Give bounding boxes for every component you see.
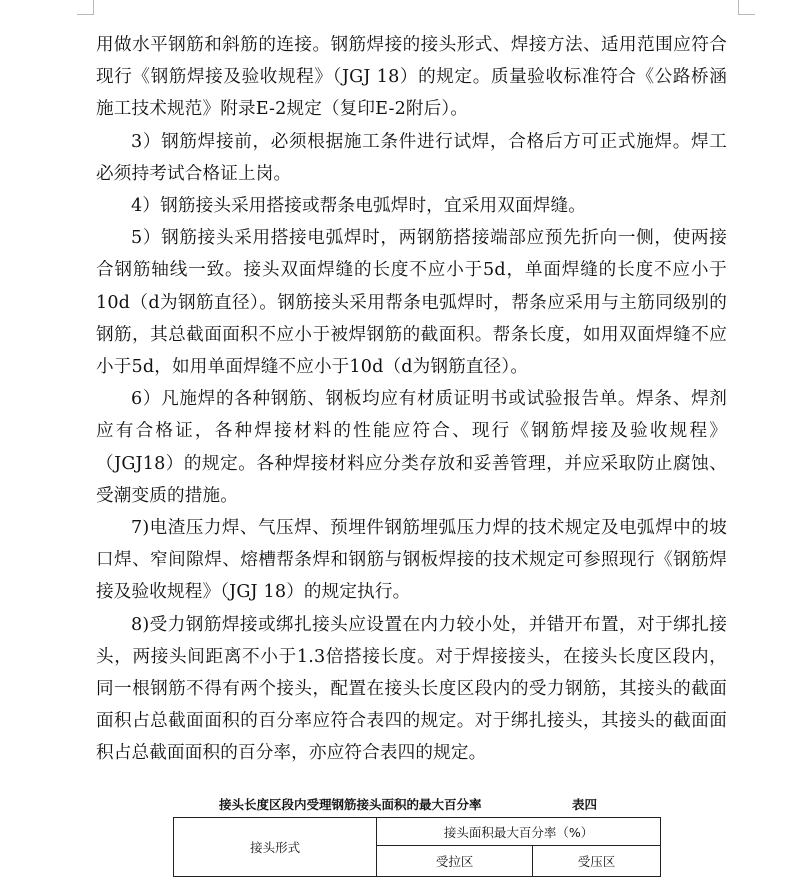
header-compression-zone: 受压区	[532, 846, 660, 877]
joint-percentage-table	[173, 817, 661, 877]
paragraph-continued: 用做水平钢筋和斜筋的连接。钢筋焊接的接头形式、焊接方法、适用范围应符合现行《钢筋焊接及验收规程》（JGJ 18）的规定。质量验收标准符合《公路桥涵施工技术规范》附录E-2规定（复印E-2附后）。	[96, 35, 727, 120]
paragraph-item-3: 3）钢筋焊接前，必须根据施工条件进行试焊，合格后方可正式施焊。焊工必须持考试合格证上岗。	[96, 131, 727, 184]
paragraph-item-5: 5）钢筋接头采用搭接电弧焊时，两钢筋搭接端部应预先折向一侧，使两接合钢筋轴线一致。接头双面焊缝的长度不应小于5d，单面焊缝的长度不应小于10d（d为钢筋直径）。钢筋接头采用帮条电弧焊时，帮条应采用与主筋同级别的钢筋，其总截面面积不应小于被焊钢筋的截面积。帮条长度，如用双面焊缝不应小于5d，如用单面焊缝不应小于10d（d为钢筋直径）。	[96, 228, 727, 378]
body-text	[96, 29, 727, 770]
table-caption-title: 接头长度区段内受理钢筋接头面积的最大百分率	[219, 797, 482, 812]
table-header-row	[174, 818, 661, 846]
page-corner-mark-right	[738, 0, 755, 15]
table-number: 表四	[572, 797, 598, 812]
header-tension-zone: 受拉区	[377, 846, 533, 877]
header-max-percentage: 接头面积最大百分率（%）	[377, 818, 661, 846]
page-corner-mark-left	[77, 0, 94, 15]
paragraph-item-4: 4）钢筋接头采用搭接或帮条电弧焊时，宜采用双面焊缝。	[131, 196, 586, 217]
header-joint-form: 接头形式	[174, 818, 377, 877]
paragraph-item-8: 8)受力钢筋焊接或绑扎接头应设置在内力较小处，并错开布置，对于绑扎接头，两接头间距离不小于1.3倍搭接长度。对于焊接接头，在接头长度区段内，同一根钢筋不得有两个接头，配置在接头长度区段内的受力钢筋，其接头的截面面积占总截面面积的百分率应符合表四的规定。对于绑扎接头，其接头的截面面积占总截面面积的百分率，亦应符合表四的规定。	[96, 614, 727, 764]
paragraph-item-7: 7)电渣压力焊、气压焊、预埋件钢筋埋弧压力焊的技术规定及电弧焊中的坡口焊、窄间隙焊、熔槽帮条焊和钢筋与钢板焊接的技术规定可参照现行《钢筋焊接及验收规程》（JGJ 18）的规定执行。	[96, 518, 727, 603]
paragraph-item-6: 6）凡施焊的各种钢筋、钢板均应有材质证明书或试验报告单。焊条、焊剂应有合格证，各种焊接材料的性能应符合、现行《钢筋焊接及验收规程》（JGJ18）的规定。各种焊接材料应分类存放和妥善管理，并应采取防止腐蚀、受潮变质的措施。	[96, 389, 727, 506]
